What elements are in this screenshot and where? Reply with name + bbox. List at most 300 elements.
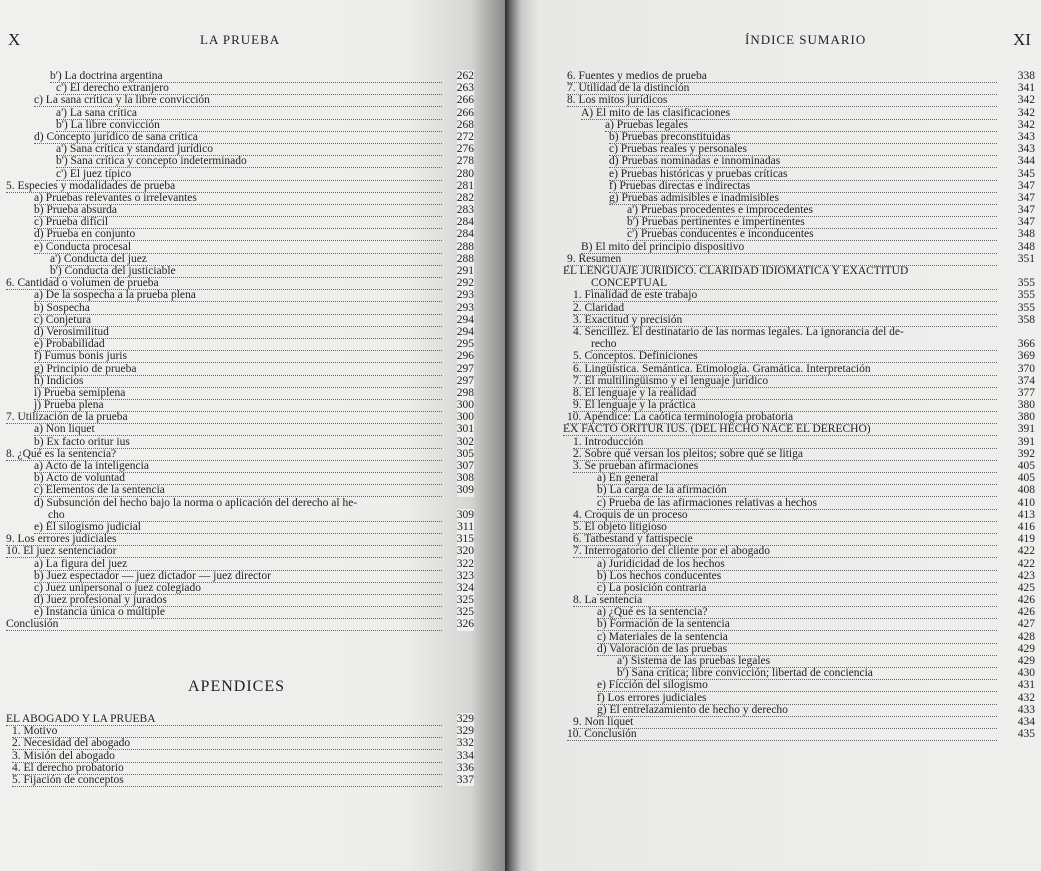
toc-entry bbox=[505, 253, 1035, 265]
toc-entry-page: 374 bbox=[1017, 374, 1035, 387]
toc-entry-title: 3. Misión del abogado bbox=[12, 749, 115, 762]
toc-entry-title: e) Ficción del silogismo bbox=[597, 679, 708, 692]
toc-entry bbox=[0, 713, 474, 725]
toc-entry bbox=[505, 94, 1035, 106]
toc-entry bbox=[505, 107, 1035, 119]
toc-entry-title: i) Prueba semiplena bbox=[34, 386, 126, 399]
toc-entry bbox=[505, 387, 1035, 399]
toc-entry bbox=[505, 131, 1035, 143]
dot-leader bbox=[591, 338, 997, 351]
toc-entry-page: 309 bbox=[456, 484, 474, 497]
toc-entry-title: b') La doctrina argentina bbox=[50, 70, 163, 82]
toc-entry bbox=[505, 265, 1035, 277]
toc-entry-title: 5. Conceptos. Definiciones bbox=[573, 350, 698, 363]
toc-entry-title: 10. Apéndice: La caótica terminología probatoria bbox=[567, 411, 794, 424]
toc-entry bbox=[505, 143, 1035, 155]
toc-entry-page: 341 bbox=[1017, 82, 1035, 95]
toc-entry bbox=[505, 411, 1035, 423]
toc-entry bbox=[505, 277, 1035, 289]
toc-entry-title: a') Sistema de las pruebas legales bbox=[617, 655, 771, 667]
toc-entry-title: a') Sana crítica y standard jurídico bbox=[56, 143, 213, 156]
toc-entry-title: f) Fumus bonis juris bbox=[34, 350, 127, 363]
toc-entry bbox=[0, 387, 474, 399]
toc-entry bbox=[0, 606, 474, 618]
toc-entry bbox=[0, 338, 474, 350]
toc-entry-page: 283 bbox=[456, 204, 474, 217]
toc-entry-page: 296 bbox=[456, 350, 474, 363]
toc-entry-page: 422 bbox=[1017, 545, 1035, 558]
left-page bbox=[0, 0, 505, 871]
toc-entry-page: 370 bbox=[1017, 362, 1035, 375]
toc-entry-title: a) Acto de la inteligencia bbox=[34, 460, 149, 472]
toc-entry bbox=[505, 521, 1035, 533]
toc-entry-page: 281 bbox=[456, 179, 474, 192]
toc-entry-title: cho bbox=[48, 508, 65, 521]
right-page bbox=[505, 0, 1041, 871]
toc-entry-page: 336 bbox=[456, 761, 474, 774]
toc-entry-page: 355 bbox=[1017, 289, 1035, 302]
left-page-number: X bbox=[8, 30, 21, 49]
toc-entry-title: 6. Tatbestand y fattispecie bbox=[573, 533, 693, 546]
toc-entry-title: f) Los errores judiciales bbox=[597, 691, 707, 704]
dot-leader bbox=[48, 509, 442, 522]
toc-entry-title: 8. La sentencia bbox=[573, 594, 643, 607]
toc-entry-title: g) Principio de prueba bbox=[34, 362, 137, 375]
toc-entry bbox=[0, 558, 474, 570]
toc-entry-title: b') Pruebas pertinentes e impertinentes bbox=[627, 216, 805, 229]
toc-entry-page: 309 bbox=[456, 508, 474, 521]
toc-entry bbox=[0, 326, 474, 338]
toc-entry-title: a') La sana crítica bbox=[56, 106, 137, 119]
toc-entry-page: 434 bbox=[1017, 715, 1035, 728]
toc-entry-title: b) Los hechos conducentes bbox=[597, 569, 722, 582]
toc-entry-page: 428 bbox=[1017, 630, 1035, 643]
toc-entry-title: d) Subsunción del hecho bajo la norma o aplicación del derecho al he- bbox=[34, 496, 358, 509]
toc-entry-page: 332 bbox=[456, 737, 474, 750]
toc-entry bbox=[505, 594, 1035, 606]
toc-entry-page: 342 bbox=[1017, 118, 1035, 131]
toc-entry-page: 347 bbox=[1017, 204, 1035, 217]
toc-entry bbox=[0, 521, 474, 533]
toc-entry bbox=[0, 375, 474, 387]
toc-entry-page: 427 bbox=[1017, 618, 1035, 631]
toc-entry-title: Conclusión bbox=[6, 618, 59, 631]
toc-entry-title: 6. Fuentes y medios de prueba bbox=[567, 70, 707, 82]
toc-entry-title: e) Pruebas históricas y pruebas críticas bbox=[609, 167, 788, 180]
toc-entry bbox=[505, 302, 1035, 314]
toc-entry bbox=[505, 204, 1035, 216]
toc-entry-page: 345 bbox=[1017, 167, 1035, 180]
dot-leader bbox=[12, 725, 442, 738]
toc-entry-page: 284 bbox=[456, 228, 474, 241]
toc-entry-title: 3. Se prueban afirmaciones bbox=[573, 460, 699, 472]
toc-entry bbox=[505, 192, 1035, 204]
toc-entry-title: c) Prueba de las afirmaciones relativas a hechos bbox=[597, 496, 817, 509]
toc-entry bbox=[0, 545, 474, 557]
toc-entry bbox=[0, 143, 474, 155]
toc-entry-page: 431 bbox=[1017, 679, 1035, 692]
toc-entry-page: 358 bbox=[1017, 313, 1035, 326]
toc-entry-title: a) ¿Qué es la sentencia? bbox=[597, 606, 708, 619]
toc-entry bbox=[505, 618, 1035, 630]
toc-entry-page: 302 bbox=[456, 435, 474, 448]
toc-entry-page: 266 bbox=[456, 94, 474, 107]
toc-entry-page: 323 bbox=[456, 569, 474, 582]
toc-entry bbox=[0, 192, 474, 204]
toc-entry bbox=[0, 762, 474, 774]
toc-entry-title: h) Indicios bbox=[34, 374, 84, 387]
toc-entry-page: 325 bbox=[456, 594, 474, 607]
toc-entry-title: 6. Lingüística. Semántica. Etimología. Gramática. Interpretación bbox=[573, 362, 871, 375]
toc-entry bbox=[505, 631, 1035, 643]
toc-entry-page: 347 bbox=[1017, 179, 1035, 192]
toc-entry-page: 391 bbox=[1017, 423, 1035, 436]
toc-entry bbox=[505, 545, 1035, 557]
toc-entry bbox=[505, 399, 1035, 411]
toc-entry-title: 7. Utilidad de la distinción bbox=[567, 82, 690, 95]
toc-entry bbox=[0, 131, 474, 143]
toc-entry-title: c') El juez típico bbox=[56, 167, 132, 180]
toc-entry bbox=[505, 180, 1035, 192]
toc-entry bbox=[0, 155, 474, 167]
toc-entry-title: CONCEPTUAL bbox=[591, 277, 668, 290]
toc-entry-page: 432 bbox=[1017, 691, 1035, 704]
toc-entry-page: 311 bbox=[457, 520, 474, 533]
toc-entry-title: c) Prueba difícil bbox=[34, 216, 109, 229]
toc-entry-page: 305 bbox=[456, 447, 474, 460]
appendix-heading: APENDICES bbox=[188, 678, 286, 695]
toc-entry bbox=[505, 667, 1035, 679]
toc-entry-title: 8. El lenguaje y la realidad bbox=[573, 386, 697, 399]
toc-entry-page: 308 bbox=[456, 472, 474, 485]
toc-entry-page: 326 bbox=[456, 618, 474, 631]
toc-entry-page: 278 bbox=[456, 155, 474, 168]
toc-entry-page: 295 bbox=[456, 338, 474, 351]
toc-entry bbox=[0, 265, 474, 277]
toc-entry-title: 2. Necesidad del abogado bbox=[12, 737, 131, 750]
toc-entry-page: 422 bbox=[1017, 557, 1035, 570]
dot-leader bbox=[573, 302, 997, 315]
toc-entry-title: 8. Los mitos jurídicos bbox=[567, 94, 668, 107]
toc-entry-page: 343 bbox=[1017, 130, 1035, 143]
toc-entry bbox=[0, 774, 474, 786]
toc-entry-title: a) Pruebas legales bbox=[605, 118, 689, 131]
toc-entry-page: 344 bbox=[1017, 155, 1035, 168]
toc-entry bbox=[505, 692, 1035, 704]
toc-entry bbox=[0, 423, 474, 435]
toc-entry bbox=[0, 216, 474, 228]
toc-entry-title: 5. El objeto litigioso bbox=[573, 520, 667, 533]
toc-entry bbox=[505, 497, 1035, 509]
right-page-number: XI bbox=[1013, 30, 1031, 49]
toc-entry-page: 405 bbox=[1017, 460, 1035, 472]
toc-entry-page: 329 bbox=[456, 725, 474, 738]
left-running-head: LA PRUEBA bbox=[200, 32, 281, 47]
toc-entry bbox=[0, 314, 474, 326]
toc-entry bbox=[505, 168, 1035, 180]
toc-entry-title: EX FACTO ORITUR IUS. (DEL HECHO NACE EL DERECHO) bbox=[563, 423, 871, 436]
toc-entry-page: 377 bbox=[1017, 386, 1035, 399]
toc-entry-page: 292 bbox=[456, 277, 474, 290]
toc-entry-page: 380 bbox=[1017, 399, 1035, 412]
toc-entry-page: 297 bbox=[456, 362, 474, 375]
appendix-toc-list bbox=[0, 713, 474, 786]
toc-entry bbox=[505, 472, 1035, 484]
toc-entry-page: 294 bbox=[456, 313, 474, 326]
toc-entry-page: 351 bbox=[1017, 252, 1035, 265]
toc-entry-page: 366 bbox=[1017, 338, 1035, 351]
toc-entry bbox=[505, 606, 1035, 618]
toc-entry bbox=[0, 570, 474, 582]
toc-entry bbox=[505, 326, 1035, 338]
toc-entry bbox=[505, 484, 1035, 496]
toc-entry-page: 322 bbox=[456, 557, 474, 570]
toc-entry bbox=[505, 436, 1035, 448]
toc-entry bbox=[505, 728, 1035, 740]
toc-entry bbox=[0, 363, 474, 375]
toc-entry-title: 5. Fijación de conceptos bbox=[12, 773, 124, 786]
toc-entry bbox=[505, 155, 1035, 167]
toc-entry-page: 297 bbox=[456, 374, 474, 387]
toc-entry-title: g) Pruebas admisibles e inadmisibles bbox=[609, 191, 779, 204]
toc-entry-title: e) El silogismo judicial bbox=[34, 520, 141, 533]
toc-entry bbox=[505, 375, 1035, 387]
toc-entry-title: 7. Interrogatorio del cliente por el abogado bbox=[573, 545, 771, 558]
toc-entry-title: 9. Los errores judiciales bbox=[6, 533, 117, 546]
toc-entry-title: d) Verosimilitud bbox=[34, 325, 109, 338]
toc-entry-title: j) Prueba plena bbox=[34, 399, 104, 412]
toc-entry bbox=[0, 509, 474, 521]
toc-entry bbox=[505, 704, 1035, 716]
toc-entry bbox=[505, 241, 1035, 253]
toc-entry-title: 2. Sobre qué versan los pleitos; sobre qué se litiga bbox=[573, 447, 803, 460]
toc-entry bbox=[505, 363, 1035, 375]
toc-entry-page: 288 bbox=[456, 252, 474, 265]
toc-entry-title: B) El mito del principio dispositivo bbox=[581, 240, 745, 253]
toc-entry-title: A) El mito de las clasificaciones bbox=[581, 106, 731, 119]
toc-entry-page: 301 bbox=[456, 423, 474, 436]
toc-entry bbox=[505, 460, 1035, 472]
toc-entry-title: b') Conducta del justiciable bbox=[50, 265, 176, 277]
toc-entry-page: 392 bbox=[1017, 447, 1035, 460]
dot-leader bbox=[6, 618, 442, 631]
toc-entry bbox=[505, 289, 1035, 301]
toc-entry bbox=[505, 448, 1035, 460]
toc-entry-page: 307 bbox=[456, 460, 474, 472]
toc-entry-page: 325 bbox=[456, 606, 474, 619]
toc-entry-page: 294 bbox=[456, 325, 474, 338]
toc-entry-page: 338 bbox=[1017, 70, 1035, 82]
toc-entry bbox=[505, 533, 1035, 545]
toc-entry-title: EL ABOGADO Y LA PRUEBA bbox=[6, 713, 156, 725]
toc-entry bbox=[505, 643, 1035, 655]
toc-entry-title: d) Valoración de las pruebas bbox=[597, 642, 728, 655]
toc-entry-title: b) Juez espectador — juez dictador — juez director bbox=[34, 569, 271, 582]
toc-entry-title: f) Pruebas directas e indirectas bbox=[609, 179, 751, 192]
toc-entry bbox=[0, 119, 474, 131]
toc-entry-page: 355 bbox=[1017, 277, 1035, 290]
right-toc-list bbox=[505, 70, 1035, 740]
toc-entry-title: c) Conjetura bbox=[34, 313, 92, 326]
dot-leader bbox=[573, 716, 997, 729]
toc-entry-title: c) Elementos de la sentencia bbox=[34, 484, 165, 497]
toc-entry-page: 320 bbox=[456, 545, 474, 558]
toc-entry-page: 334 bbox=[456, 749, 474, 762]
toc-entry bbox=[0, 70, 474, 82]
toc-entry bbox=[0, 107, 474, 119]
toc-entry bbox=[505, 509, 1035, 521]
toc-entry-page: 324 bbox=[456, 581, 474, 594]
toc-entry bbox=[0, 448, 474, 460]
toc-entry bbox=[505, 314, 1035, 326]
toc-entry-page: 413 bbox=[1017, 508, 1035, 521]
toc-entry-title: a') Conducta del juez bbox=[50, 252, 147, 265]
toc-entry-title: c) Pruebas reales y personales bbox=[609, 143, 747, 156]
toc-entry-page: 276 bbox=[456, 143, 474, 156]
toc-entry bbox=[505, 582, 1035, 594]
toc-entry-page: 410 bbox=[1017, 496, 1035, 509]
toc-entry bbox=[0, 411, 474, 423]
toc-entry bbox=[0, 533, 474, 545]
toc-entry-page: 284 bbox=[456, 216, 474, 229]
toc-entry bbox=[505, 423, 1035, 435]
toc-entry-page: 293 bbox=[456, 301, 474, 314]
toc-entry-page: 282 bbox=[456, 191, 474, 204]
toc-entry bbox=[505, 338, 1035, 350]
toc-entry-page: 293 bbox=[456, 289, 474, 302]
toc-entry bbox=[505, 82, 1035, 94]
toc-entry bbox=[0, 618, 474, 630]
toc-entry-page: 262 bbox=[456, 70, 474, 82]
toc-entry-title: 4. El derecho probatorio bbox=[12, 761, 124, 774]
toc-entry-title: 8. ¿Qué es la sentencia? bbox=[6, 447, 117, 460]
right-running-head: ÍNDICE SUMARIO bbox=[745, 32, 867, 47]
toc-entry-title: 7. Utilización de la prueba bbox=[6, 411, 128, 424]
toc-entry bbox=[0, 277, 474, 289]
toc-entry-page: 429 bbox=[1017, 642, 1035, 655]
toc-entry-title: 10. Conclusión bbox=[567, 728, 637, 741]
dot-leader bbox=[34, 375, 442, 388]
toc-entry-page: 266 bbox=[456, 106, 474, 119]
toc-entry-title: b) Prueba absurda bbox=[34, 204, 118, 217]
toc-entry-title: 9. El lenguaje y la práctica bbox=[573, 399, 696, 412]
toc-entry bbox=[505, 558, 1035, 570]
toc-entry-title: 9. Resumen bbox=[567, 252, 622, 265]
toc-entry-title: b) Acto de voluntad bbox=[34, 472, 126, 485]
toc-entry-title: c) La sana crítica y la libre convicción bbox=[34, 94, 210, 107]
toc-entry-title: b) Pruebas preconstituidas bbox=[609, 130, 731, 143]
toc-entry-title: 3. Exactitud y precisión bbox=[573, 313, 683, 326]
toc-entry-title: 4. Croquis de un proceso bbox=[573, 508, 688, 521]
toc-entry bbox=[0, 204, 474, 216]
toc-entry-title: d) Concepto jurídico de sana crítica bbox=[34, 130, 198, 143]
toc-entry-title: recho bbox=[591, 338, 617, 351]
toc-entry-title: b) Formación de la sentencia bbox=[597, 618, 730, 631]
toc-entry bbox=[0, 497, 474, 509]
toc-entry-title: a) La figura del juez bbox=[34, 557, 128, 570]
toc-entry-page: 408 bbox=[1017, 484, 1035, 497]
toc-entry bbox=[505, 716, 1035, 728]
toc-entry bbox=[505, 679, 1035, 691]
toc-entry bbox=[0, 750, 474, 762]
toc-entry bbox=[0, 472, 474, 484]
toc-entry-page: 380 bbox=[1017, 411, 1035, 424]
toc-entry bbox=[505, 216, 1035, 228]
toc-entry-title: a) Non liquet bbox=[34, 423, 95, 436]
toc-entry-page: 291 bbox=[456, 265, 474, 277]
dot-leader bbox=[567, 253, 997, 266]
toc-entry-page: 423 bbox=[1017, 569, 1035, 582]
toc-entry-title: a) Juridicidad de los hechos bbox=[597, 557, 725, 570]
toc-entry-title: 5. Especies y modalidades de prueba bbox=[6, 179, 176, 192]
toc-entry-page: 343 bbox=[1017, 143, 1035, 156]
toc-entry-title: c') Pruebas conducentes e inconducentes bbox=[627, 228, 814, 241]
toc-entry-page: 300 bbox=[456, 411, 474, 424]
toc-entry bbox=[505, 228, 1035, 240]
toc-entry-page: 342 bbox=[1017, 94, 1035, 107]
toc-entry-title: 9. Non liquet bbox=[573, 715, 634, 728]
toc-entry-page: 426 bbox=[1017, 594, 1035, 607]
toc-entry-title: 1. Introducción bbox=[573, 435, 644, 448]
toc-entry bbox=[0, 302, 474, 314]
toc-entry-title: 2. Claridad bbox=[573, 301, 625, 314]
toc-entry-page: 433 bbox=[1017, 703, 1035, 716]
toc-entry-title: d) Prueba en conjunto bbox=[34, 228, 136, 241]
toc-entry-title: c) Juez unipersonal o juez colegiado bbox=[34, 581, 202, 594]
toc-entry-page: 425 bbox=[1017, 581, 1035, 594]
toc-entry-page: 369 bbox=[1017, 350, 1035, 363]
toc-entry-title: 7. El multilingüismo y el lenguaje jurídico bbox=[573, 374, 769, 387]
toc-entry-title: EL LENGUAJE JURIDICO. CLARIDAD IDIOMATICA Y EXACTITUD bbox=[563, 265, 909, 277]
toc-entry-page: 405 bbox=[1017, 472, 1035, 485]
toc-entry bbox=[0, 484, 474, 496]
toc-entry-title: b') La libre convicción bbox=[56, 118, 160, 131]
toc-entry-title: d) Juez profesional y jurados bbox=[34, 594, 167, 607]
toc-entry-page: 430 bbox=[1017, 667, 1035, 680]
toc-entry bbox=[0, 582, 474, 594]
toc-entry-title: 6. Cantidad o volumen de prueba bbox=[6, 277, 159, 290]
toc-entry-page: 337 bbox=[456, 773, 474, 786]
toc-entry bbox=[0, 399, 474, 411]
toc-entry-title: b) Ex facto oritur ius bbox=[34, 435, 130, 448]
toc-entry-title: c) Materiales de la sentencia bbox=[597, 630, 728, 643]
toc-entry-page: 429 bbox=[1017, 655, 1035, 667]
toc-entry-page: 391 bbox=[1017, 435, 1035, 448]
toc-entry bbox=[0, 94, 474, 106]
toc-entry-page: 272 bbox=[456, 130, 474, 143]
toc-entry-title: a) De la sospecha a la prueba plena bbox=[34, 289, 196, 302]
toc-entry bbox=[0, 436, 474, 448]
toc-entry-title: e) Conducta procesal bbox=[34, 240, 132, 253]
toc-entry bbox=[0, 594, 474, 606]
toc-entry-page: 348 bbox=[1017, 240, 1035, 253]
toc-entry-title: b) Sospecha bbox=[34, 301, 90, 314]
toc-entry-title: b') Sana crítica y concepto indeterminado bbox=[56, 155, 247, 168]
toc-entry-page: 347 bbox=[1017, 191, 1035, 204]
toc-entry-title: g) El entrelazamiento de hecho y derecho bbox=[597, 703, 788, 716]
toc-entry-title: a) En general bbox=[597, 472, 659, 485]
toc-entry-page: 342 bbox=[1017, 106, 1035, 119]
toc-entry-title: c) La posición contraria bbox=[597, 581, 707, 594]
toc-entry-page: 329 bbox=[456, 713, 474, 725]
toc-entry-page: 348 bbox=[1017, 228, 1035, 241]
toc-entry bbox=[0, 289, 474, 301]
toc-entry-page: 288 bbox=[456, 240, 474, 253]
dot-leader bbox=[34, 314, 442, 327]
toc-entry bbox=[0, 350, 474, 362]
toc-entry-page: 435 bbox=[1017, 728, 1035, 741]
toc-entry-title: 1. Finalidad de este trabajo bbox=[573, 289, 698, 302]
